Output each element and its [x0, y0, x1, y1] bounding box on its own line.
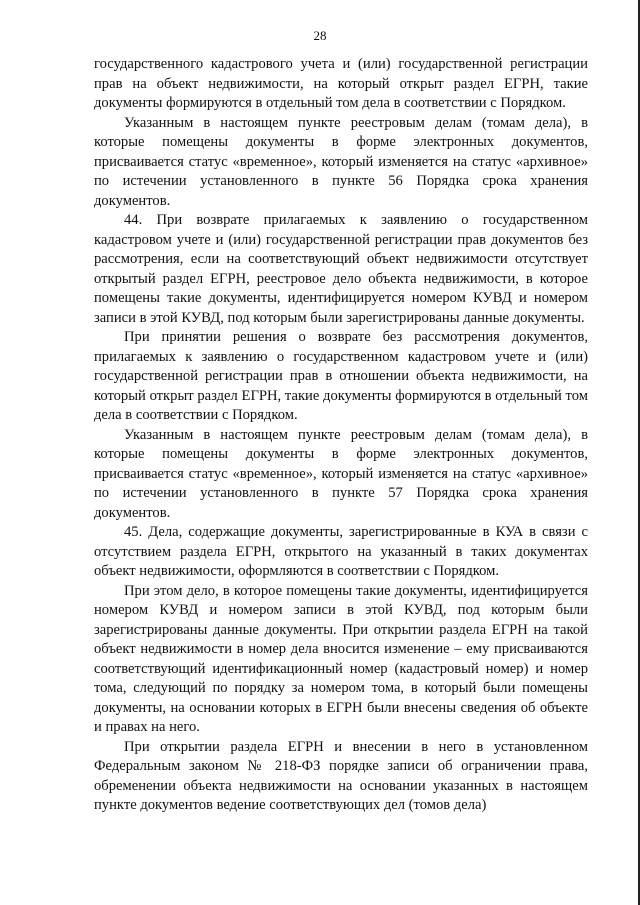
- paragraph-45-egrn-opening: При открытии раздела ЕГРН и внесении в него в установленном Федеральным законом № 218-ФЗ порядке записи об ограничении права, обременении объекта недвижимости на основании указанных в настоящем пункте документов ведение соответствующих дел (томов дела): [94, 738, 588, 813]
- paragraph-44: 44. При возврате прилагаемых к заявлению о государственном кадастровом учете и (или) государственной регистрации прав документов без рассмотрения, если на соответствующий объект недвижимости отсутствует открытый раздел ЕГРН, реестровое дело объекта недвижимости, в которое помещены такие документы, идентифицируется номером КУВД и номером записи в этой КУВД, под которым были зарегистрированы данные документы.: [94, 212, 588, 326]
- paragraph-43-archive-status: Указанным в настоящем пункте реестровым делам (томам дела), в которые помещены документы в форме электронных документов, присваивается статус «временное», который изменяется на статус «архивное» по истечении установленного в пункте 56 Порядка срока хранения документов.: [94, 114, 588, 209]
- paragraph-45-identification: При этом дело, в которое помещены такие документы, идентифицируется номером КУВД и номером записи в этой КУВД, под которым были зарегистрированы данные документы. При открытии раздела ЕГРН на такой объект недвижимости в номер дела вносится изменение – ему присваиваются соответствующий идентификационный номер (кадастровый номер) и номер тома, следующий по порядку за номером тома, в который были помещены документы, на основании которых в ЕГРН были внесены сведения об объекте и правах на него.: [94, 582, 588, 735]
- document-body: [94, 55, 588, 816]
- paragraph-continuation: государственного кадастрового учета и (или) государственной регистрации прав на объект недвижимости, на который открыт раздел ЕГРН, такие документы формируются в отдельный том дела в соответствии с Порядком.: [94, 56, 588, 111]
- page-number: 28: [313, 28, 327, 43]
- paragraph-44-return-decision: При принятии решения о возврате без рассмотрения документов, прилагаемых к заявлению о государственном кадастровом учете и (или) государственной регистрации прав в отношении объекта недвижимости, на который открыт раздел ЕГРН, такие документы формируются в отдельный том дела в соответствии с Порядком.: [94, 329, 588, 423]
- paragraph-45: 45. Дела, содержащие документы, зарегистрированные в КУА в связи с отсутствием раздела ЕГРН, открытого на указанный в таких документах объект недвижимости, оформляются в соответствии с Порядком.: [94, 524, 588, 579]
- paragraph-44-archive-status: Указанным в настоящем пункте реестровым делам (томам дела), в которые помещены документы в форме электронных документов, присваивается статус «временное», который изменяется на статус «архивное» по истечении установленного в пункте 57 Порядка срока хранения документов.: [94, 426, 588, 521]
